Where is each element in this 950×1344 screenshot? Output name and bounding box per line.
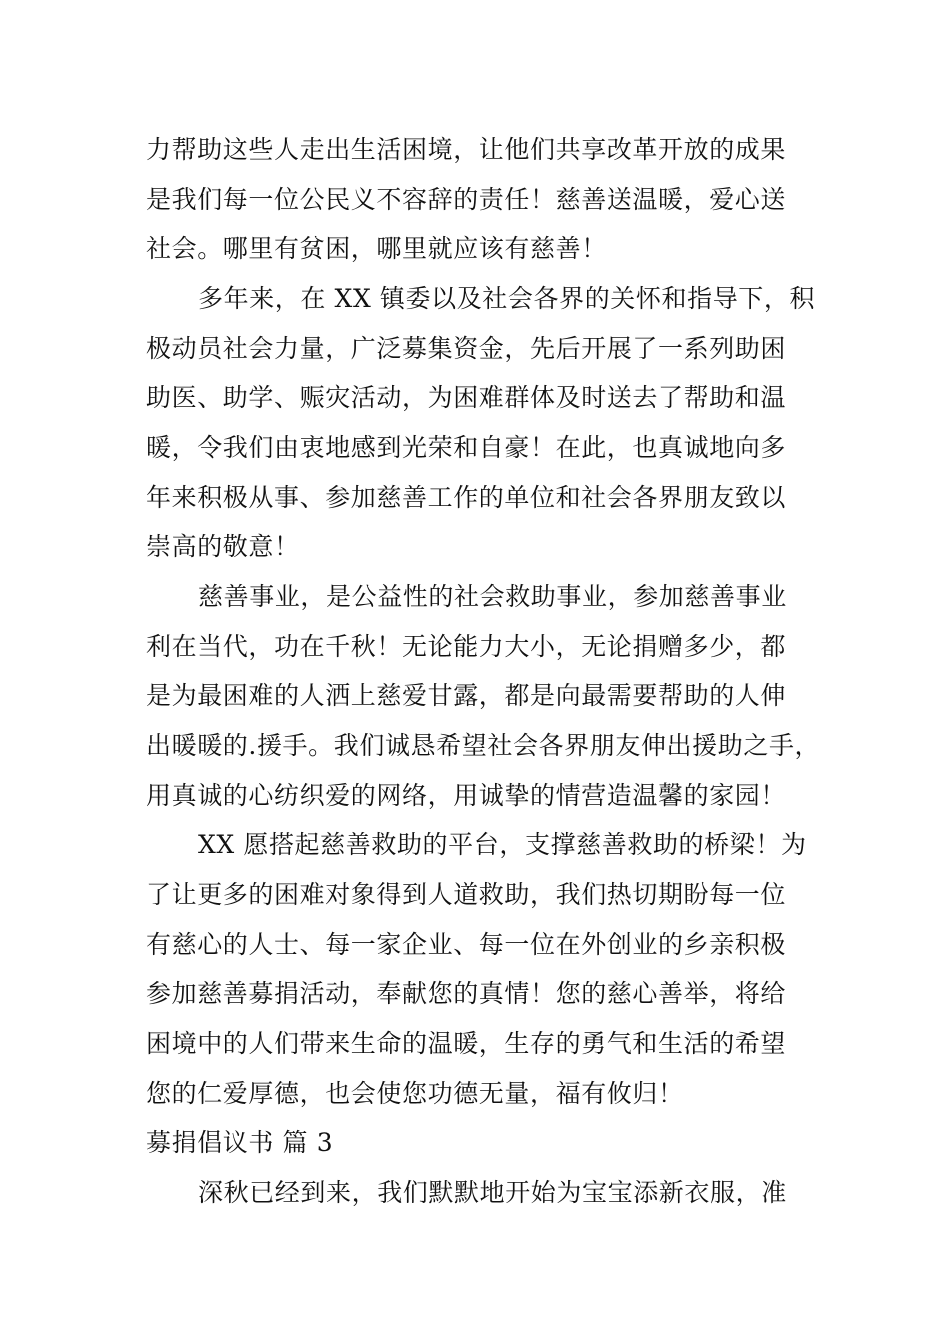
text-line: 是为最困难的人洒上慈爱甘露，都是向最需要帮助的人伸: [146, 681, 787, 710]
text-line: 您的仁爱厚德，也会使您功德无量，福有攸归！: [146, 1079, 684, 1108]
text-line: 参加慈善募捐活动，奉献您的真情！您的慈心善举，将给: [146, 979, 787, 1008]
text-line: 力帮助这些人走出生活困境，让他们共享改革开放的成果: [146, 135, 787, 164]
text-line: 是我们每一位公民义不容辞的责任！慈善送温暖，爱心送: [146, 185, 787, 214]
text-line: 年来积极从事、参加慈善工作的单位和社会各界朋友致以: [146, 483, 787, 512]
section-heading: 募捐倡议书 篇 3: [146, 1128, 334, 1157]
text-line: 出暖暖的.援手。我们诚恳希望社会各界朋友伸出援助之手，: [146, 731, 821, 760]
text-line: 利在当代，功在千秋！无论能力大小，无论捐赠多少，都: [146, 632, 787, 661]
text-line: 社会。哪里有贫困，哪里就应该有慈善！: [146, 234, 607, 263]
text-line: 用真诚的心纺织爱的网络，用诚挚的情营造温馨的家园！: [146, 781, 787, 810]
paragraph-first-line: 多年来，在 XX 镇委以及社会各界的关怀和指导下，积: [198, 284, 816, 313]
paragraph-first-line: XX 愿搭起慈善救助的平台，支撑慈善救助的桥梁！为: [198, 830, 807, 859]
text-line: 助医、助学、赈灾活动，为困难群体及时送去了帮助和温: [146, 383, 787, 412]
text-line: 困境中的人们带来生命的温暖，生存的勇气和生活的希望: [146, 1029, 787, 1058]
text-line: 崇高的敬意！: [146, 532, 300, 561]
paragraph-first-line: 深秋已经到来，我们默默地开始为宝宝添新衣服，准: [198, 1178, 787, 1207]
text-line: 有慈心的人士、每一家企业、每一位在外创业的乡亲积极: [146, 930, 787, 959]
text-line: 暖，令我们由衷地感到光荣和自豪！在此，也真诚地向多: [146, 433, 787, 462]
text-line: 了让更多的困难对象得到人道救助，我们热切期盼每一位: [146, 880, 787, 909]
text-line: 极动员社会力量，广泛募集资金，先后开展了一系列助困: [146, 334, 787, 363]
paragraph-first-line: 慈善事业，是公益性的社会救助事业，参加慈善事业: [198, 582, 787, 611]
